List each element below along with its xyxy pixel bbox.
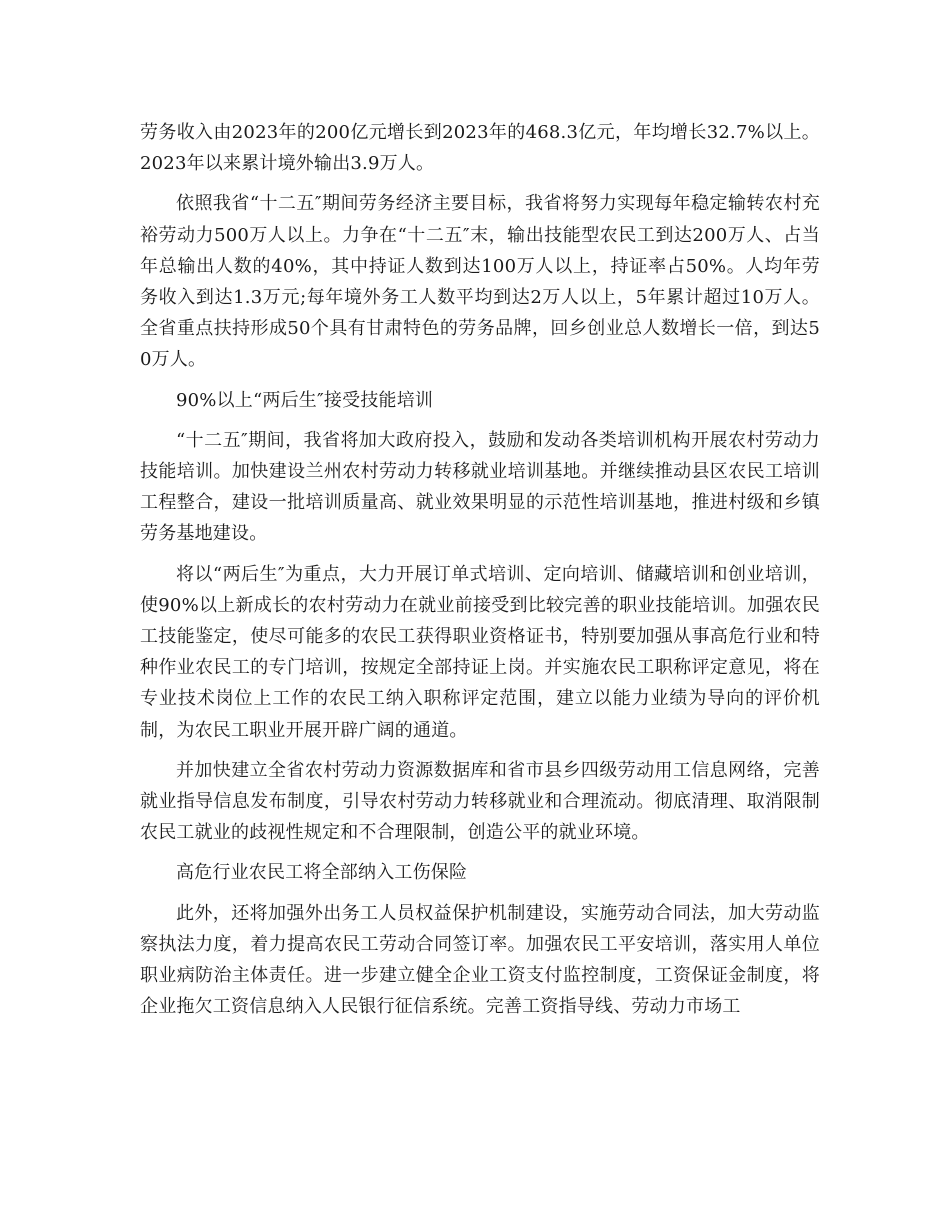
paragraph-information-network: 并加快建立全省农村劳动力资源数据库和省市县乡四级劳动用工信息网络，完善就业指导信息发布制度，引导农村劳动力转移就业和合理流动。彻底清理、取消限制农民工就业的歧视性规定和不合理限制，创造公平的就业环境。 <box>140 759 820 844</box>
paragraph-training-investment: “十二五″期间，我省将加大政府投入，鼓励和发动各类培训机构开展农村劳动力技能培训。加快建设兰州农村劳动力转移就业培训基地。并继续推动县区农民工培训工程整合，建设一批培训质量高、就业效果明显的示范性培训基地，推进村级和乡镇劳务基地建设。 <box>140 429 820 545</box>
paragraph-targets: 依照我省“十二五″期间劳务经济主要目标，我省将努力实现每年稳定输转农村充裕劳动力500万人以上。力争在“十二五″末，输出技能型农民工到达200万人、占当年总输出人数的40%，其中持证人数到达100万人以上，持证率占50%。人均年劳务收入到达1.3万元;每年境外务工人数平均到达2万人以上，5年累计超过10万人。全省重点扶持形成50个具有甘肃特色的劳务品牌，回乡创业总人数增长一倍，到达50万人。 <box>140 193 820 371</box>
paragraph-rights-protection: 此外，还将加强外出务工人员权益保护机制建设，实施劳动合同法，加大劳动监察执法力度，着力提高农民工劳动合同签订率。加强农民工平安培训，落实用人单位职业病防治主体责任。进一步建立健全企业工资支付监控制度，工资保证金制度，将企业拖欠工资信息纳入人民银行征信系统。完善工资指导线、劳动力市场工 <box>140 902 820 1018</box>
section-heading-injury-insurance: 高危行业农民工将全部纳入工伤保险 <box>176 862 468 884</box>
document-body <box>140 117 820 1022</box>
section-heading-skills-training: 90%以上“两后生″接受技能培训 <box>176 389 434 411</box>
paragraph-two-graduates: 将以“两后生″为重点，大力开展订单式培训、定向培训、储藏培训和创业培训，使90%以上新成长的农村劳动力在就业前接受到比较完善的职业技能培训。加强农民工技能鉴定，使尽可能多的农民工获得职业资格证书，特别要加强从事高危行业和特种作业农民工的专门培训，按规定全部持证上岗。并实施农民工职称评定意见，将在专业技术岗位上工作的农民工纳入职称评定范围，建立以能力业绩为导向的评价机制，为农民工职业开展开辟广阔的通道。 <box>140 563 820 741</box>
paragraph-continued-income: 劳务收入由2023年的200亿元增长到2023年的468.3亿元，年均增长32.7%以上。2023年以来累计境外输出3.9万人。 <box>140 122 820 175</box>
